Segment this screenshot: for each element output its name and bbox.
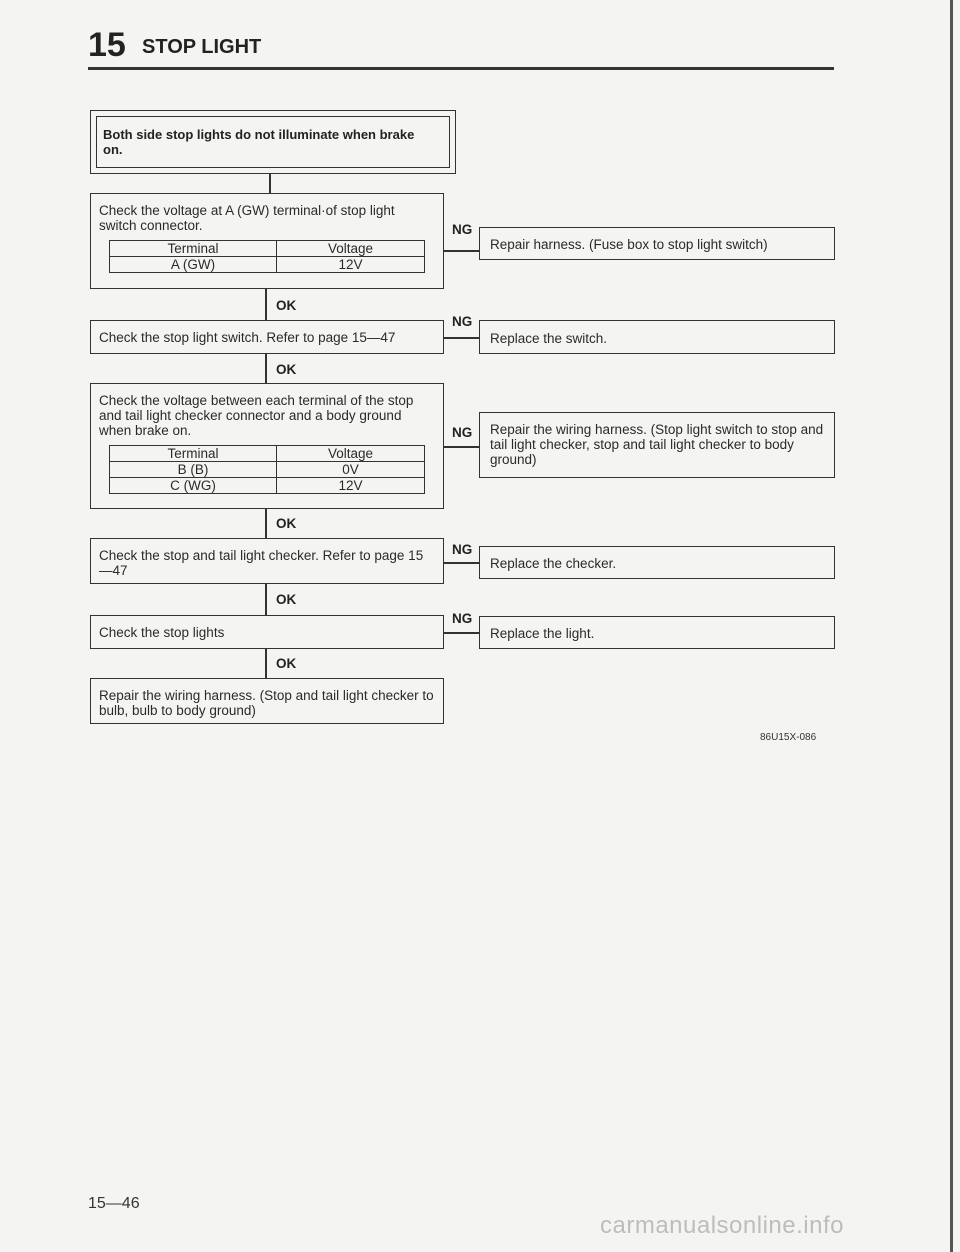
figure-code: 86U15X-086	[760, 732, 817, 743]
table-cell: 12V	[277, 257, 425, 273]
check-text-1: Check the voltage at A (GW) terminal·of stop light switch connector.	[99, 203, 395, 233]
ng-connector	[444, 562, 480, 564]
start-text: Both side stop lights do not illuminate when brake on.	[103, 127, 415, 157]
final-repair-box	[90, 678, 444, 724]
action-box-4	[479, 546, 835, 579]
ng-label: NG	[452, 425, 473, 440]
page-edge	[950, 0, 953, 1252]
voltage-table-3	[109, 445, 425, 494]
action-text-5: Replace the light.	[490, 626, 595, 641]
voltage-table-1	[109, 240, 425, 273]
ng-label: NG	[452, 222, 473, 237]
ok-label: OK	[276, 362, 297, 377]
start-box-inner	[96, 116, 450, 168]
connector-line	[265, 509, 267, 539]
table-cell: 12V	[277, 478, 425, 494]
ok-label: OK	[276, 516, 297, 531]
ng-label: NG	[452, 314, 473, 329]
ng-connector	[444, 250, 480, 252]
check-box-2	[90, 320, 444, 354]
action-box-1	[479, 227, 835, 260]
ok-label: OK	[276, 298, 297, 313]
action-box-5	[479, 616, 835, 649]
table-cell: B (B)	[110, 462, 277, 478]
final-repair-text: Repair the wiring harness. (Stop and tail light checker to bulb, bulb to body ground)	[99, 688, 434, 718]
action-box-2	[479, 320, 835, 354]
connector-line	[265, 289, 267, 321]
page-number: 15—46	[88, 1195, 140, 1212]
ng-label: NG	[452, 611, 473, 626]
ok-label: OK	[276, 656, 297, 671]
connector-line	[265, 584, 267, 616]
check-box-5	[90, 615, 444, 649]
table-header-terminal: Terminal	[110, 241, 277, 257]
action-text-1: Repair harness. (Fuse box to stop light switch)	[490, 237, 768, 252]
table-cell: 0V	[277, 462, 425, 478]
header-rule	[88, 67, 834, 70]
connector-line	[265, 354, 267, 384]
connector-line	[269, 174, 271, 194]
check-text-2: Check the stop light switch. Refer to page 15—47	[99, 330, 396, 345]
check-text-3: Check the voltage between each terminal of the stop and tail light checker connector and a body ground when brake on.	[99, 393, 414, 438]
action-text-4: Replace the checker.	[490, 556, 617, 571]
ng-connector	[444, 337, 480, 339]
watermark: carmanualsonline.info	[600, 1212, 844, 1239]
table-header-terminal: Terminal	[110, 446, 277, 462]
ng-connector	[444, 446, 480, 448]
check-box-1	[90, 193, 444, 289]
page-title: STOP LIGHT	[142, 36, 262, 58]
check-text-5: Check the stop lights	[99, 625, 225, 640]
connector-line	[265, 649, 267, 679]
table-cell: C (WG)	[110, 478, 277, 494]
section-number: 15	[88, 26, 126, 64]
ng-label: NG	[452, 542, 473, 557]
action-text-2: Replace the switch.	[490, 331, 608, 346]
action-box-3	[479, 412, 835, 478]
ok-label: OK	[276, 592, 297, 607]
table-header-voltage: Voltage	[277, 241, 425, 257]
action-text-3: Repair the wiring harness. (Stop light switch to stop and tail light checker, stop and tail light checker to body ground)	[490, 422, 824, 467]
ng-connector	[444, 632, 480, 634]
table-header-voltage: Voltage	[277, 446, 425, 462]
check-box-3	[90, 383, 444, 509]
table-cell: A (GW)	[110, 257, 277, 273]
check-box-4	[90, 538, 444, 584]
check-text-4: Check the stop and tail light checker. Refer to page 15—47	[99, 548, 424, 578]
